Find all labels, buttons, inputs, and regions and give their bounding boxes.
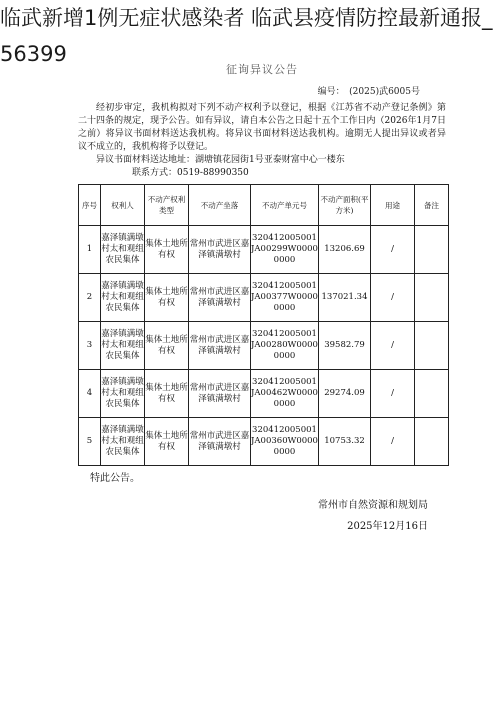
table-row [79, 370, 449, 418]
table-cell: 嘉泽镇满墩村太和观组农民集体 [101, 226, 145, 274]
table-cell: / [371, 370, 415, 418]
page-title: 临武新增1例无症状感染者 临武县疫情防控最新通报_56399 [0, 6, 493, 66]
table-cell: / [371, 418, 415, 466]
table-cell: 5 [79, 418, 101, 466]
header-cell: 用途 [371, 185, 415, 226]
table-cell: 1 [79, 226, 101, 274]
table-cell [415, 370, 449, 418]
header-cell: 不动产权利类型 [145, 185, 189, 226]
table-cell [415, 418, 449, 466]
notice-title: 征询异议公告 [226, 63, 298, 76]
table-cell: 29274.09 [319, 370, 371, 418]
table-cell: 常州市武进区嘉泽镇满墩村 [189, 322, 251, 370]
table-row [79, 226, 449, 274]
table-cell: 320412005001JA00360W00000000 [251, 418, 319, 466]
notice-document [78, 62, 446, 532]
table-row [79, 418, 449, 466]
table-header-row [79, 185, 449, 226]
contact-line: 联系方式：0519-88990350 [132, 168, 249, 178]
table-cell: 集体土地所有权 [145, 418, 189, 466]
table-cell [415, 274, 449, 322]
table-cell: 常州市武进区嘉泽镇满墩村 [189, 226, 251, 274]
header-cell: 不动产面积(平方米) [319, 185, 371, 226]
table-cell: 常州市武进区嘉泽镇满墩村 [189, 274, 251, 322]
table-cell: 常州市武进区嘉泽镇满墩村 [189, 370, 251, 418]
table-cell: 13206.69 [319, 226, 371, 274]
table-row [79, 274, 449, 322]
table-cell: / [371, 226, 415, 274]
table-cell: / [371, 322, 415, 370]
table-cell: 320412005001JA00462W00000000 [251, 370, 319, 418]
signature-date: 2025年12月16日 [347, 521, 428, 532]
table-cell [415, 322, 449, 370]
table-cell: 320412005001JA00299W00000000 [251, 226, 319, 274]
closing-text: 特此公告。 [90, 473, 140, 484]
notice-number: 编号： (2025)武6005号 [317, 87, 420, 97]
property-table [78, 184, 449, 466]
table-cell: / [371, 274, 415, 322]
table-cell [415, 226, 449, 274]
table-cell: 39582.79 [319, 322, 371, 370]
notice-paragraph: 经初步审定，我机构拟对下列不动产权利予以登记，根据《江苏省不动产登记条例》第二十四条的规定，现予公告。如有异议，请自本公告之日起十五个工作日内（2026年1月7日之前）将异议书面材料送达我机构。将异议书面材料送达我机构。逾期无人提出异议或者异议不成立的，我机构将予以登记。 [78, 103, 446, 152]
signature-org: 常州市自然资源和规划局 [318, 500, 428, 511]
table-cell: 集体土地所有权 [145, 322, 189, 370]
table-cell: 嘉泽镇满墩村太和观组农民集体 [101, 418, 145, 466]
header-cell: 序号 [79, 185, 101, 226]
table-cell: 320412005001JA00377W00000000 [251, 274, 319, 322]
table-cell: 3 [79, 322, 101, 370]
table-cell: 137021.34 [319, 274, 371, 322]
table-cell: 集体土地所有权 [145, 274, 189, 322]
table-cell: 嘉泽镇满墩村太和观组农民集体 [101, 274, 145, 322]
header-cell: 不动产单元号 [251, 185, 319, 226]
table-cell: 10753.32 [319, 418, 371, 466]
table-cell: 2 [79, 274, 101, 322]
table-cell: 嘉泽镇满墩村太和观组农民集体 [101, 370, 145, 418]
table-cell: 320412005001JA00280W00000000 [251, 322, 319, 370]
table-cell: 嘉泽镇满墩村太和观组农民集体 [101, 322, 145, 370]
header-cell: 备注 [415, 185, 449, 226]
header-cell: 不动产坐落 [189, 185, 251, 226]
header-cell: 权利人 [101, 185, 145, 226]
table-cell: 集体土地所有权 [145, 226, 189, 274]
table-cell: 常州市武进区嘉泽镇满墩村 [189, 418, 251, 466]
table-row [79, 322, 449, 370]
table-cell: 4 [79, 370, 101, 418]
address-line: 异议书面材料送达地址：湖塘镇花园街1号亚泰财富中心一楼东 [96, 155, 345, 165]
table-cell: 集体土地所有权 [145, 370, 189, 418]
